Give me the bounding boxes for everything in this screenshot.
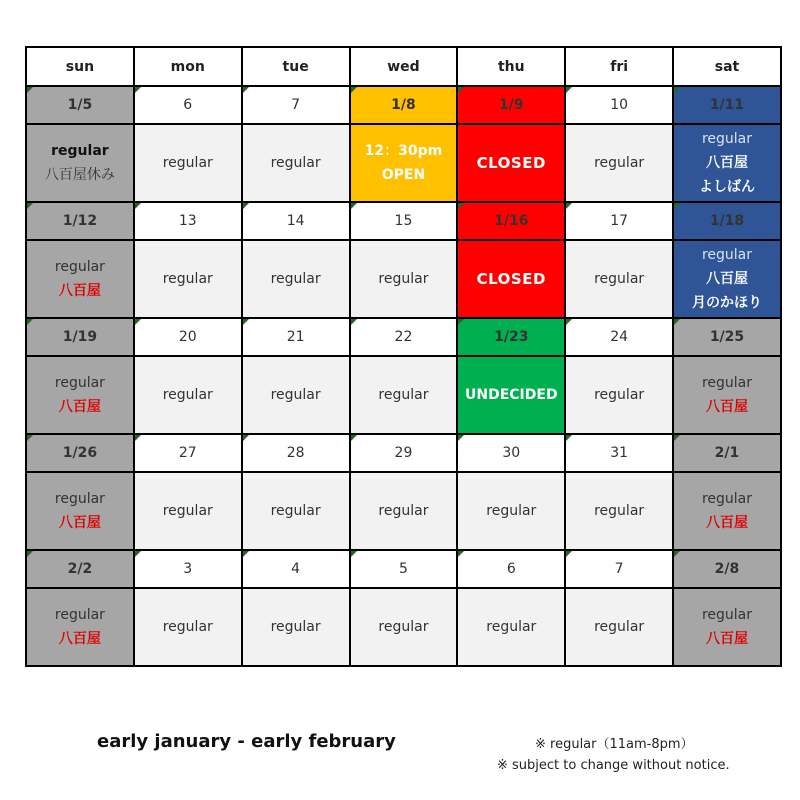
schedule-line: regular (701, 247, 752, 263)
schedule-cell (134, 240, 242, 318)
schedule-line: OPEN (381, 167, 426, 183)
schedule-cell (565, 588, 673, 666)
week-1-info-row (26, 124, 781, 202)
schedule-line: 八百屋 (705, 631, 748, 647)
day-header-tue: tue (242, 47, 350, 86)
day-header-thu: thu (457, 47, 565, 86)
date-cell: 17 (565, 202, 673, 240)
week-3-info-row (26, 356, 781, 434)
schedule-line: regular (54, 607, 105, 623)
date-cell: 2/8 (673, 550, 781, 588)
schedule-line: regular (54, 491, 105, 507)
week-2-info-row (26, 240, 781, 318)
week-2-date-row (26, 202, 781, 240)
date-cell: 22 (350, 318, 458, 356)
date-cell: 1/16 (457, 202, 565, 240)
date-cell: 7 (242, 86, 350, 124)
schedule-cell (242, 588, 350, 666)
period-title: early january - early february (97, 731, 396, 752)
date-cell: 7 (565, 550, 673, 588)
schedule-line: regular (270, 503, 321, 519)
schedule-line: regular (486, 619, 537, 635)
schedule-cell (673, 240, 781, 318)
date-cell: 1/19 (26, 318, 134, 356)
schedule-line: regular (701, 131, 752, 147)
week-5-date-row (26, 550, 781, 588)
schedule-line: regular (162, 619, 213, 635)
date-cell: 14 (242, 202, 350, 240)
date-cell: 28 (242, 434, 350, 472)
day-header-wed: wed (350, 47, 458, 86)
date-cell: 1/5 (26, 86, 134, 124)
schedule-line: regular (594, 387, 645, 403)
date-cell: 1/8 (350, 86, 458, 124)
schedule-line: regular (270, 155, 321, 171)
schedule-cell (242, 124, 350, 202)
schedule-line: CLOSED (476, 154, 546, 172)
schedule-line: regular (378, 387, 429, 403)
calendar (25, 46, 782, 667)
schedule-cell (134, 124, 242, 202)
date-cell: 15 (350, 202, 458, 240)
schedule-cell (26, 472, 134, 550)
schedule-line: regular (594, 155, 645, 171)
date-cell: 1/18 (673, 202, 781, 240)
weekday-header-row (26, 47, 781, 86)
schedule-cell (26, 124, 134, 202)
date-cell: 1/23 (457, 318, 565, 356)
schedule-cell (565, 356, 673, 434)
schedule-line: regular (51, 143, 109, 159)
schedule-line: regular (594, 503, 645, 519)
date-cell: 3 (134, 550, 242, 588)
date-cell: 6 (457, 550, 565, 588)
week-1-date-row (26, 86, 781, 124)
schedule-cell (457, 588, 565, 666)
date-cell: 24 (565, 318, 673, 356)
schedule-line: regular (701, 491, 752, 507)
schedule-cell (134, 472, 242, 550)
schedule-line: regular (594, 619, 645, 635)
schedule-cell (457, 240, 565, 318)
schedule-line: regular (270, 387, 321, 403)
schedule-line: 八百屋 (58, 283, 101, 299)
schedule-line: regular (594, 271, 645, 287)
date-cell: 1/25 (673, 318, 781, 356)
schedule-cell (673, 472, 781, 550)
schedule-line: regular (162, 387, 213, 403)
schedule-cell (350, 472, 458, 550)
schedule-line: regular (270, 619, 321, 635)
schedule-line: 八百屋 (705, 399, 748, 415)
schedule-cell (350, 356, 458, 434)
schedule-line: 12：30pm (364, 143, 443, 159)
date-cell: 1/11 (673, 86, 781, 124)
date-cell: 20 (134, 318, 242, 356)
schedule-line: 八百屋 (58, 399, 101, 415)
schedule-cell (134, 588, 242, 666)
week-5-info-row (26, 588, 781, 666)
day-header-mon: mon (134, 47, 242, 86)
schedule-cell (242, 240, 350, 318)
schedule-line: 八百屋 (58, 515, 101, 531)
date-cell: 30 (457, 434, 565, 472)
schedule-line: 八百屋 (58, 631, 101, 647)
schedule-cell (673, 124, 781, 202)
day-header-sat: sat (673, 47, 781, 86)
regular-hours-note: ※ regular（11am-8pm） (535, 737, 694, 752)
schedule-cell (673, 588, 781, 666)
date-cell: 2/2 (26, 550, 134, 588)
date-cell: 2/1 (673, 434, 781, 472)
date-cell: 1/9 (457, 86, 565, 124)
schedule-line: regular (701, 607, 752, 623)
schedule-line: 八百屋 (705, 515, 748, 531)
date-cell: 10 (565, 86, 673, 124)
date-cell: 1/26 (26, 434, 134, 472)
schedule-cell (457, 472, 565, 550)
date-cell: 6 (134, 86, 242, 124)
schedule-line: よしばん (698, 179, 755, 195)
date-cell: 29 (350, 434, 458, 472)
schedule-line: 八百屋 (705, 155, 748, 171)
day-header-sun: sun (26, 47, 134, 86)
schedule-cell (565, 240, 673, 318)
schedule-line: regular (378, 503, 429, 519)
week-3-date-row (26, 318, 781, 356)
schedule-line: regular (270, 271, 321, 287)
schedule-line: regular (162, 271, 213, 287)
schedule-line: 月のかほり (691, 295, 762, 311)
schedule-line: CLOSED (476, 270, 546, 288)
week-4-info-row (26, 472, 781, 550)
schedule-line: regular (54, 259, 105, 275)
date-cell: 5 (350, 550, 458, 588)
date-cell: 21 (242, 318, 350, 356)
schedule-cell (26, 240, 134, 318)
schedule-cell (242, 356, 350, 434)
schedule-cell (242, 472, 350, 550)
date-cell: 31 (565, 434, 673, 472)
schedule-line: regular (486, 503, 537, 519)
schedule-cell (457, 356, 565, 434)
schedule-line: regular (378, 271, 429, 287)
schedule-cell (26, 356, 134, 434)
schedule-cell (350, 240, 458, 318)
schedule-cell (673, 356, 781, 434)
schedule-cell (26, 588, 134, 666)
schedule-line: 八百屋 (705, 271, 748, 287)
schedule-line: regular (701, 375, 752, 391)
schedule-line: regular (162, 503, 213, 519)
schedule-line: regular (378, 619, 429, 635)
change-notice: ※ subject to change without notice. (497, 758, 730, 773)
schedule-cell (565, 124, 673, 202)
schedule-cell (457, 124, 565, 202)
date-cell: 13 (134, 202, 242, 240)
date-cell: 27 (134, 434, 242, 472)
schedule-cell (134, 356, 242, 434)
date-cell: 4 (242, 550, 350, 588)
schedule-cell (350, 588, 458, 666)
schedule-cell (350, 124, 458, 202)
schedule-cell (565, 472, 673, 550)
calendar-table (25, 46, 782, 667)
date-cell: 1/12 (26, 202, 134, 240)
week-4-date-row (26, 434, 781, 472)
schedule-line: UNDECIDED (465, 387, 558, 403)
schedule-line: regular (162, 155, 213, 171)
day-header-fri: fri (565, 47, 673, 86)
schedule-line: 八百屋休み (44, 167, 115, 183)
schedule-line: regular (54, 375, 105, 391)
